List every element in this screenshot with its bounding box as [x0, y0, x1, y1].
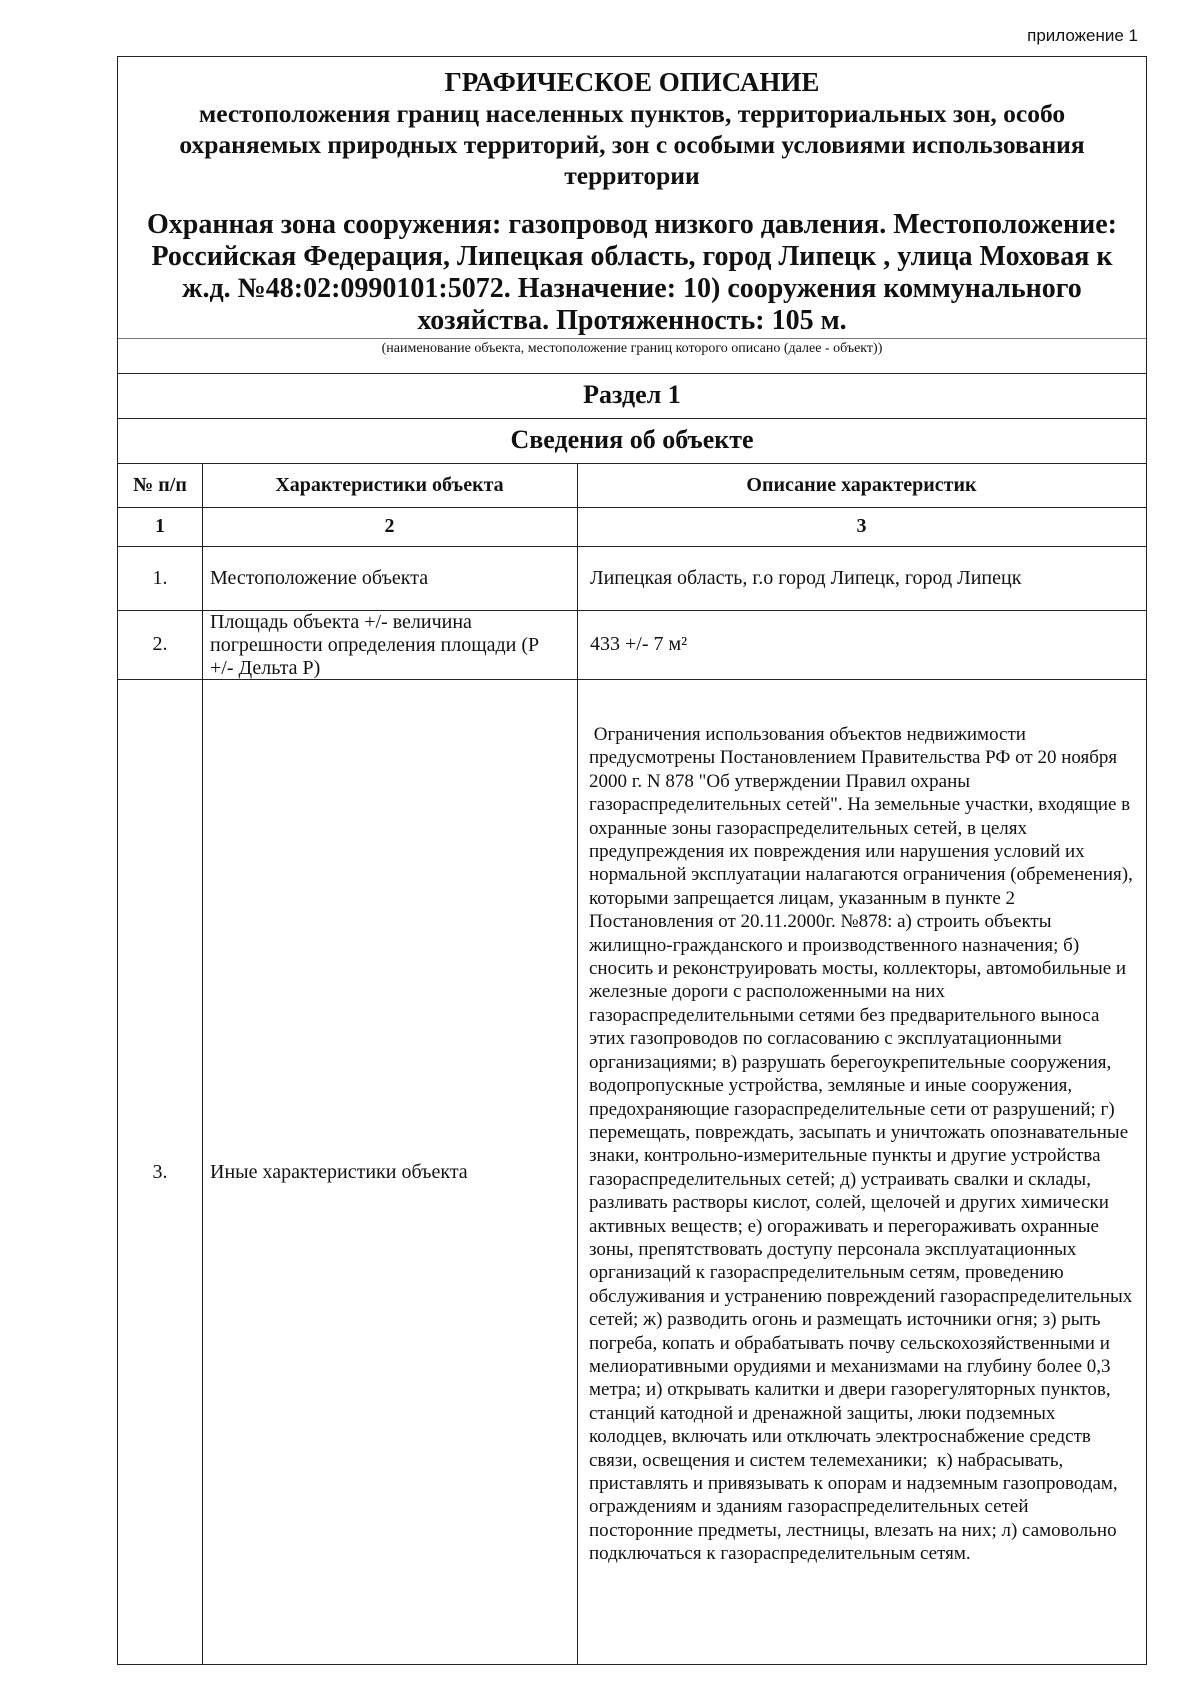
title-block [118, 67, 1146, 191]
table-characteristic-cell: Местоположение объекта [210, 566, 429, 589]
section-title: Раздел 1 [583, 380, 681, 409]
table-description-cell: 433 +/- 7 м² [590, 633, 688, 655]
table-characteristic-cell: Иные характеристики объекта [210, 1161, 468, 1183]
table-header-cell: Описание характеристик [746, 473, 977, 496]
section-subtitle: Сведения об объекте [510, 425, 754, 454]
column-number-cell: 3 [856, 515, 867, 537]
table-row-number: 1. [152, 566, 168, 589]
document-frame [117, 56, 1147, 1665]
table-header-cell: № п/п [133, 473, 187, 496]
document-title: ГРАФИЧЕСКОЕ ОПИСАНИЕ [444, 67, 820, 97]
object-underline [118, 338, 1146, 339]
column-number-cell: 2 [384, 515, 395, 537]
table-row-number: 2. [152, 633, 168, 655]
table-description-cell: Липецкая область, г.о город Липецк, город Липецк [590, 566, 1022, 589]
table-header-cell: Характеристики объекта [275, 473, 504, 496]
document-subtitle: местоположения границ населенных пунктов, территориальных зон, особо охраняемых природных территорий, зон с особыми условиями использования территории [179, 99, 1085, 190]
column-number-cell: 1 [155, 515, 165, 537]
object-name: Охранная зона сооружения: газопровод низкого давления. Местоположение: Российская Федерация, Липецкая область, город Липецк , улица Моховая к ж.д. №48:02:0990101:5072. Назначение: 10) сооружения коммунального хозяйства. Протяженность: 105 м. [146, 209, 1117, 336]
table-characteristic-cell: Площадь объекта +/- величина погрешности определения площади (Р +/- Дельта Р) [210, 611, 540, 679]
appendix-label: приложение 1 [1027, 26, 1138, 45]
table-row-number: 3. [152, 1161, 168, 1183]
table-description-cell: Ограничения использования объектов недвижимости предусмотрены Постановлением Правительства РФ от 20 ноября 2000 г. N 878 "Об утверждении Правил охраны газораспределительных сетей". На земельные участки, входящие в охранные зоны газораспределительных сетей, в целях предупреждения их повреждения или нарушения условий их нормальной эксплуатации налагаются ограничения (обременения), которыми запрещается лицам, указанным в пункте 2 Постановления от 20.11.2000г. №878: а) строить объекты жилищно-гражданского и производственного назначения; б) сносить и реконструировать мосты, коллекторы, автомобильные и железные дороги с расположенными на них газораспределительными сетями без предварительного выноса этих газопроводов по согласованию с эксплуатационными организациями; в) разрушать берегоукрепительные сооружения, водопропускные устройства, земляные и иные сооружения, предохраняющие газораспределительные сети от разрушений; г) перемещать, повреждать, засыпать и уничтожать опознавательные знаки, контрольно-измерительные пункты и другие устройства газораспределительных сетей; д) устраивать свалки и склады, разливать растворы кислот, солей, щелочей и других химически активных веществ; е) огораживать и перегораживать охранные зоны, препятствовать доступу персонала эксплуатационных организаций к газораспределительным сетям, проведению обслуживания и устранению повреждений газораспределительных сетей; ж) разводить огонь и размещать источники огня; з) рыть погреба, копать и обрабатывать почву сельскохозяйственными и мелиоративными орудиями и механизмами на глубину более 0,3 метра; и) открывать калитки и двери газорегуляторных пунктов, станций катодной и дренажной защиты, люки подземных колодцев, включать или отключать электроснабжение средств связи, освещения и систем телемеханики; к) набрасывать, приставлять и привязывать к опорам и надземным газопроводам, ограждениям и зданиям газораспределительных сетей посторонние предметы, лестницы, влезать на них; л) самовольно подключаться к газораспределительным сетям. [589, 724, 1138, 1565]
object-note: (наименование объекта, местоположение границ которого описано (далее - объект)) [381, 341, 883, 356]
